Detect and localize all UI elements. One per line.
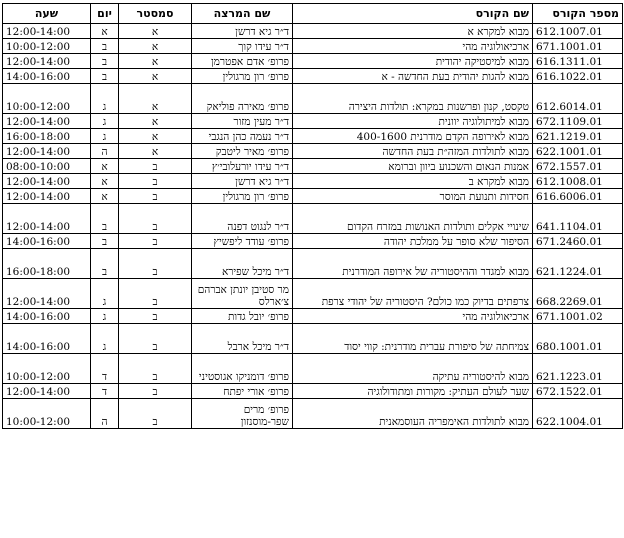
course-number-cell: 616.6006.01 [533,189,623,204]
table-row [3,114,623,129]
course-number-cell: 671.1001.01 [533,39,623,54]
time-cell: 14:00-16:00 [3,309,91,324]
header-course-number: מספר הקורס [533,4,623,24]
course-number-cell: 612.6014.01 [533,84,623,114]
course-name-cell: מבוא למיתולוגיה יוונית [293,114,533,129]
course-name-cell: מבוא לתולדות המזה״ת בעת החדשה [293,144,533,159]
semester-cell: ב [119,174,192,189]
semester-cell: ב [119,234,192,249]
semester-cell: ב [119,354,192,384]
day-cell: ה [91,399,119,429]
semester-cell: ב [119,204,192,234]
course-number-cell: 641.1104.01 [533,204,623,234]
semester-cell: א [119,129,192,144]
course-number-cell: 612.1008.01 [533,174,623,189]
table-row [3,129,623,144]
table-row [3,324,623,354]
time-cell: 12:00-14:00 [3,114,91,129]
semester-cell: א [119,24,192,39]
day-cell: ג [91,279,119,309]
table-row [3,174,623,189]
day-cell: ג [91,84,119,114]
lecturer-cell: ד״ר לנגוט דפנה [192,204,293,234]
table-row [3,84,623,114]
semester-cell: ב [119,249,192,279]
course-number-cell: 680.1001.01 [533,324,623,354]
semester-cell: ב [119,384,192,399]
lecturer-cell: פרופ׳ רון מרגולין [192,69,293,84]
course-number-cell: 622.1004.01 [533,399,623,429]
semester-cell: ב [119,309,192,324]
day-cell: ה [91,144,119,159]
lecturer-cell: פרופ׳ דומניקו אגוסטיני [192,354,293,384]
day-cell: ד [91,354,119,384]
time-cell: 12:00-14:00 [3,384,91,399]
table-row [3,24,623,39]
table-row [3,159,623,174]
lecturer-cell: ד״ר גיא דרשן [192,24,293,39]
course-name-cell: מבוא לאירופה הקדם מודרנית 400-1600 [293,129,533,144]
time-cell: 16:00-18:00 [3,249,91,279]
time-cell: 08:00-10:00 [3,159,91,174]
table-row [3,354,623,384]
semester-cell: ב [119,159,192,174]
lecturer-cell: פרופ׳ רון מרגולין [192,189,293,204]
course-number-cell: 621.1219.01 [533,129,623,144]
lecturer-cell: פרופ׳ אדם אפטרמן [192,54,293,69]
time-cell: 12:00-14:00 [3,174,91,189]
course-name-cell: מבוא למיסטיקה יהודית [293,54,533,69]
course-name-cell: צמיחתה של סיפורת עברית מודרנית: קווי יסוד [293,324,533,354]
header-time: שעה [3,4,91,24]
time-cell: 10:00-12:00 [3,354,91,384]
course-name-cell: שינויי אקלים ותולדות האנושות במזרח הקדום [293,204,533,234]
day-cell: ב [91,204,119,234]
semester-cell: א [119,84,192,114]
table-row [3,399,623,429]
day-cell: א [91,189,119,204]
course-table-container [2,3,622,429]
course-number-cell: 621.1223.01 [533,354,623,384]
time-cell: 12:00-14:00 [3,144,91,159]
course-name-cell: ארכיאולוגיה מהי [293,309,533,324]
table-row [3,39,623,54]
semester-cell: א [119,39,192,54]
course-name-cell: מבוא למגדר וההיסטוריה של אירופה המודרנית [293,249,533,279]
time-cell: 14:00-16:00 [3,69,91,84]
time-cell: 12:00-14:00 [3,54,91,69]
semester-cell: ב [119,189,192,204]
course-name-cell: מבוא לתולדות האימפריה העוסמאנית [293,399,533,429]
day-cell: ב [91,39,119,54]
time-cell: 10:00-12:00 [3,39,91,54]
course-name-cell: מבוא למקרא א [293,24,533,39]
course-number-cell: 671.2460.01 [533,234,623,249]
semester-cell: א [119,144,192,159]
lecturer-cell: ד״ר נעמה כהן הנגבי [192,129,293,144]
lecturer-cell: פרופ׳ מאירה פוליאק [192,84,293,114]
course-name-cell: אמנות הנאום והשכנוע ביוון וברומא [293,159,533,174]
course-name-cell: מבוא להיסטוריה עתיקה [293,354,533,384]
day-cell: ג [91,324,119,354]
day-cell: א [91,24,119,39]
course-name-cell: צרפתים בדיוק כמו כולם? היסטוריה של יהודי צרפת [293,279,533,309]
day-cell: ב [91,249,119,279]
table-header-row [3,4,623,24]
semester-cell: א [119,114,192,129]
time-cell: 16:00-18:00 [3,129,91,144]
lecturer-cell: ד״ר מיכל שפירא [192,249,293,279]
day-cell: ד [91,384,119,399]
course-number-cell: 616.1022.01 [533,69,623,84]
lecturer-cell: פרופ׳ מאיר ליטבק [192,144,293,159]
table-row [3,309,623,324]
lecturer-cell: פרופ׳ מרים שפר-מוסנזון [192,399,293,429]
lecturer-cell: ד״ר עידו יורעלובי׳ץ [192,159,293,174]
day-cell: ג [91,114,119,129]
day-cell: ג [91,309,119,324]
table-row [3,144,623,159]
semester-cell: א [119,69,192,84]
course-name-cell: ארכיאולוגיה מהי [293,39,533,54]
time-cell: 14:00-16:00 [3,324,91,354]
time-cell: 12:00-14:00 [3,279,91,309]
lecturer-cell: פרופ׳ אורי יפתח [192,384,293,399]
time-cell: 12:00-14:00 [3,24,91,39]
time-cell: 10:00-12:00 [3,399,91,429]
course-number-cell: 671.1001.02 [533,309,623,324]
lecturer-cell: ד״ר מיכל ארבל [192,324,293,354]
semester-cell: א [119,54,192,69]
lecturer-cell: פרופ׳ עודד ליפשיץ [192,234,293,249]
day-cell: ב [91,69,119,84]
semester-cell: ב [119,324,192,354]
day-cell: א [91,159,119,174]
lecturer-cell: מר סטיבן יונתן אברהם צ׳ארלס [192,279,293,309]
course-number-cell: 612.1007.01 [533,24,623,39]
day-cell: א [91,174,119,189]
lecturer-cell: ד״ר מעין מזור [192,114,293,129]
time-cell: 12:00-14:00 [3,189,91,204]
table-row [3,54,623,69]
table-row [3,189,623,204]
lecturer-cell: פרופ׳ יובל גדות [192,309,293,324]
course-name-cell: טקסט, קנון ופרשנות במקרא: תולדות היצירה [293,84,533,114]
semester-cell: ב [119,279,192,309]
time-cell: 14:00-16:00 [3,234,91,249]
header-lecturer: שם המרצה [192,4,293,24]
course-number-cell: 672.1109.01 [533,114,623,129]
semester-cell: ב [119,399,192,429]
table-row [3,384,623,399]
course-number-cell: 621.1224.01 [533,249,623,279]
header-day: יום [91,4,119,24]
table-row [3,234,623,249]
course-number-cell: 672.1557.01 [533,159,623,174]
table-row [3,204,623,234]
day-cell: ב [91,54,119,69]
course-name-cell: מבוא למקרא ב [293,174,533,189]
lecturer-cell: ד״ר עידו קוך [192,39,293,54]
course-number-cell: 668.2269.01 [533,279,623,309]
time-cell: 10:00-12:00 [3,84,91,114]
course-schedule-table [2,3,623,429]
lecturer-cell: ד״ר גיא דרשן [192,174,293,189]
table-row [3,69,623,84]
header-course-name: שם הקורס [293,4,533,24]
day-cell: ג [91,129,119,144]
course-number-cell: 622.1001.01 [533,144,623,159]
table-body [3,24,623,429]
table-row [3,249,623,279]
course-number-cell: 672.1522.01 [533,384,623,399]
course-number-cell: 616.1311.01 [533,54,623,69]
course-name-cell: חסידות ותנועת המוסר [293,189,533,204]
table-row [3,279,623,309]
header-semester: סמסטר [119,4,192,24]
time-cell: 12:00-14:00 [3,204,91,234]
course-name-cell: שער לעולם העתיק: מקורות ומתודולוגיה [293,384,533,399]
course-name-cell: הסיפור שלא סופר על ממלכת יהודה [293,234,533,249]
day-cell: ב [91,234,119,249]
course-name-cell: מבוא להגות יהודית בעת החדשה - א [293,69,533,84]
